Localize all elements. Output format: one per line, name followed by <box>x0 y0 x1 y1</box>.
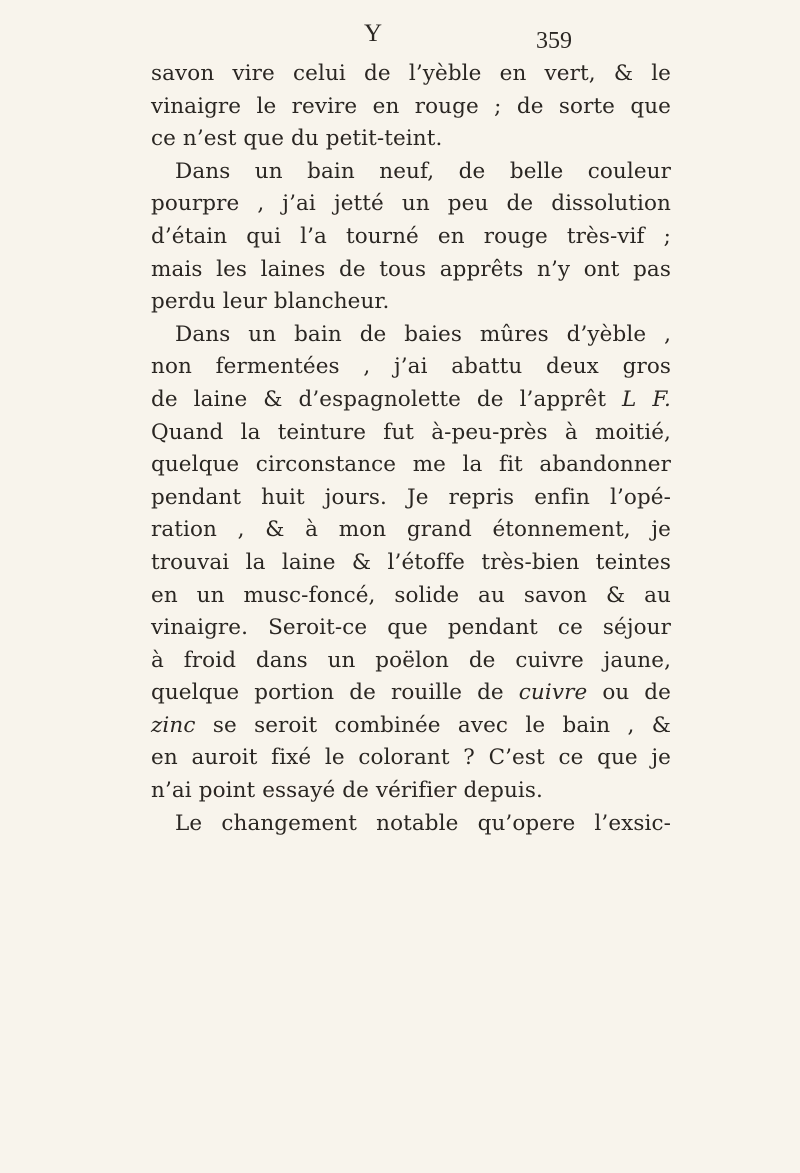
text-line <box>151 677 671 710</box>
page-header <box>0 14 800 54</box>
text-line: mais les laines de tous apprêts n’y ont pas <box>151 256 671 282</box>
italic-code: L F. <box>622 386 671 412</box>
text-line: ration , & à mon grand étonnement, je <box>151 517 671 543</box>
text-line: quelque circonstance me la fit abandonner <box>151 452 671 478</box>
text-line-part: quelque portion de rouille de <box>151 680 504 706</box>
text-line: pourpre , j’ai jetté un peu de dissolution <box>151 191 671 217</box>
text-line: trouvai la laine & l’étoffe très-bien teintes <box>151 549 671 575</box>
italic-word: zinc <box>151 712 196 738</box>
italic-word: cuivre <box>518 680 588 706</box>
text-line <box>151 710 671 743</box>
text-line: vinaigre. Seroit-ce que pendant ce séjour <box>151 615 671 641</box>
text-line-part: ou de <box>602 680 671 706</box>
text-line: n’ai point essayé de vérifier depuis. <box>151 778 543 804</box>
text-line: non fermentées , j’ai abattu deux gros <box>151 354 671 380</box>
text-line: savon vire celui de l’yèble en vert, & le <box>151 61 671 86</box>
paragraph-start-line: Dans un bain neuf, de belle couleur <box>175 158 671 184</box>
paragraph-start-line: Dans un bain de baies mûres d’yèble , <box>175 321 671 347</box>
text-line: à froid dans un poëlon de cuivre jaune, <box>151 647 671 673</box>
text-line: en auroit fixé le colorant ? C’est ce que je <box>151 745 671 771</box>
text-line: Quand la teinture fut à-peu-près à moitié, <box>151 419 671 445</box>
paragraph-start-line: Le changement notable qu’opere l’exsic- <box>175 810 671 836</box>
text-line <box>151 384 671 417</box>
signature-mark: Y <box>364 20 383 47</box>
text-line-part: se seroit combinée avec le bain , & <box>212 712 671 738</box>
text-line: vinaigre le revire en rouge ; de sorte que <box>151 93 671 119</box>
text-line: perdu leur blancheur. <box>151 289 390 315</box>
text-line-part: de laine & d’espagnolette de l’apprêt <box>151 386 607 412</box>
page-number: 359 <box>536 28 572 54</box>
text-line: en un musc-foncé, solide au savon & au <box>151 582 671 608</box>
text-line: pendant huit jours. Je repris enfin l’opé- <box>151 484 671 510</box>
text-line: ce n’est que du petit-teint. <box>151 126 443 152</box>
text-body <box>151 58 671 840</box>
text-line: d’étain qui l’a tourné en rouge très-vif ; <box>151 223 671 249</box>
